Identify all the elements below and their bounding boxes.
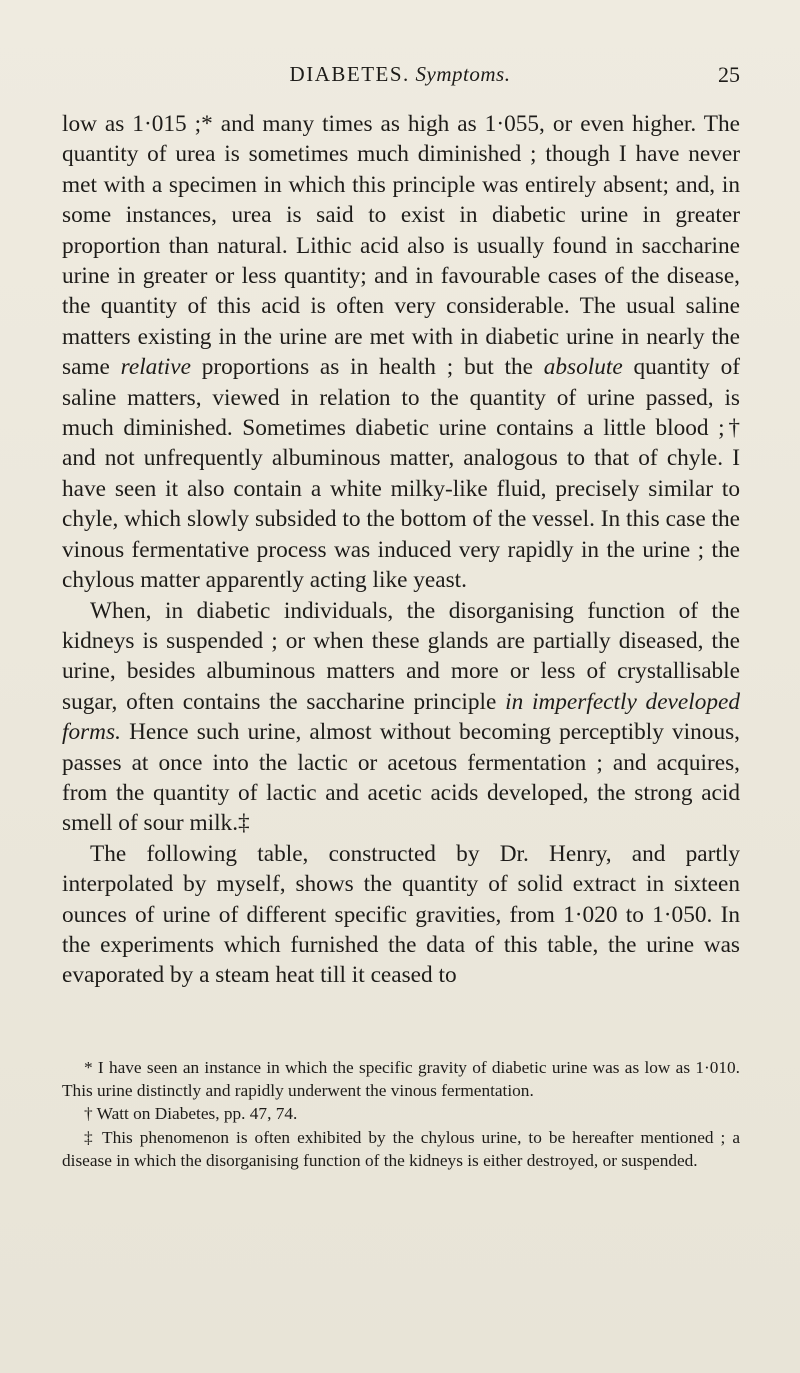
paragraph-3: The following table, constructed by Dr. Henry, and partly interpolated by myself, shows the quantity of solid extract in sixteen ounces of urine of different specific gravities, from 1·020 to 1·050. In the experiments which furnished the data of this table, the urine was evaporated by a steam heat till it ceased to — [62, 840, 740, 989]
paragraph-2 — [62, 596, 740, 839]
page-number: 25 — [718, 62, 740, 87]
paragraph-1-text-b: proportions as in health ; but the — [190, 354, 544, 381]
footnote-dagger: † Watt on Diabetes, pp. 47, 74. — [84, 1104, 298, 1124]
paragraph-2-text-a: When, in diabetic individuals, the disorganising function of the kidneys is suspended ; or when these glands are partially diseased, the urine, besides albuminous matters and more or less of crystallisable sugar, often contains the saccharine principle — [62, 597, 740, 715]
running-head-subtitle: Symptoms. — [415, 62, 511, 86]
paragraph-1-italic-absolute: absolute — [543, 354, 623, 381]
paragraph-1-text-c: quantity of saline matters, viewed in relation to the quantity of urine passed, is much diminished. Sometimes diabetic urine contains a little blood ;† and not unfrequently albuminous matter, analogous to that of chyle. I have seen it also contain a white milky-like fluid, precisely similar to chyle, which slowly subsided to the bottom of the vessel. In this case the vinous fermentative process was induced very rapidly in the urine ; the chylous matter apparently acting like yeast. — [62, 354, 740, 594]
paragraph-2-text-b: Hence such urine, almost without becoming perceptibly vinous, passes at once into the lactic or acetous fermentation ; and acquires, from the quantity of lactic and acetic acids developed, the strong acid smell of sour milk.‡ — [62, 719, 740, 837]
footnotes — [62, 1056, 740, 1172]
paragraph-2-italic: in imperfectly developed forms. — [62, 688, 740, 746]
body-text — [62, 109, 740, 991]
running-head-center — [60, 62, 740, 87]
footnote-double-dagger: ‡ This phenomenon is often exhibited by the chylous urine, to be hereafter mentioned ; a disease in which the disorganising function of the kidneys is either destroyed, or suspended. — [62, 1127, 740, 1170]
footnote-asterisk: * I have seen an instance in which the specific gravity of diabetic urine was as low as 1·010. This urine distinctly and rapidly underwent the vinous fermentation. — [62, 1058, 740, 1101]
paragraph-1-italic-relative: relative — [120, 354, 191, 381]
paragraph-continued — [62, 109, 740, 596]
running-head — [60, 62, 740, 96]
running-head-title: DIABETES. — [289, 62, 410, 86]
paragraph-1-text-a: low as 1·015 ;* and many times as high as 1·055, or even higher. The quantity of urea is sometimes much diminished ; though I have never met with a specimen in which this principle was entirely absent; and, in some instances, urea is said to exist in diabetic urine in greater proportion than natural. Lithic acid also is usually found in saccharine urine in greater or less quantity; and in favourable cases of the disease, the quantity of this acid is often very considerable. The usual saline matters existing in the urine are met with in diabetic urine in nearly the same — [62, 111, 740, 381]
